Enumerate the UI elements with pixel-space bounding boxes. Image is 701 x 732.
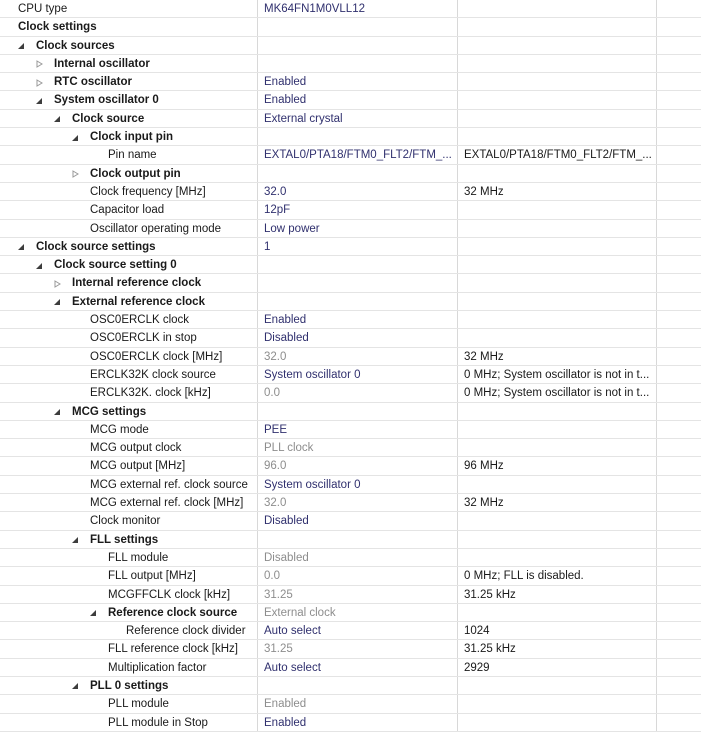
row-label-cell[interactable] [0,421,258,439]
row-detail-cell [458,37,657,55]
row-label: Clock settings [18,21,97,34]
row-value-cell[interactable]: 32.0 [258,183,458,201]
row-extra-cell [657,622,701,640]
row-label-cell[interactable] [0,128,258,146]
table-row[interactable] [0,201,701,219]
row-label-cell[interactable] [0,677,258,695]
row-label-cell[interactable] [0,640,258,658]
row-label-cell[interactable] [0,659,258,677]
row-label-cell[interactable] [0,55,258,73]
row-value-cell: 31.25 [258,640,458,658]
table-row[interactable] [0,457,701,475]
row-value-cell: 0.0 [258,567,458,585]
row-extra-cell [657,567,701,585]
row-detail-cell [458,293,657,311]
row-label-cell[interactable] [0,183,258,201]
row-label-cell[interactable] [0,384,258,402]
row-value-cell[interactable] [258,403,458,421]
row-detail-cell [458,0,657,18]
row-extra-cell [657,439,701,457]
row-detail-cell: 2929 [458,659,657,677]
row-label: PLL module [108,698,169,711]
row-detail-cell: 31.25 kHz [458,640,657,658]
row-detail-cell: 1024 [458,622,657,640]
row-value-cell[interactable]: EXTAL0/PTA18/FTM0_FLT2/FTM_... [258,146,458,164]
row-detail-cell: 32 MHz [458,183,657,201]
row-extra-cell [657,55,701,73]
row-label-cell[interactable] [0,494,258,512]
row-value-cell[interactable] [258,37,458,55]
row-detail-cell [458,512,657,530]
row-detail-cell [458,220,657,238]
row-label: ERCLK32K. clock [kHz] [90,387,211,400]
row-label-cell[interactable] [0,110,258,128]
row-value-cell[interactable]: Auto select [258,659,458,677]
row-extra-cell [657,311,701,329]
table-row[interactable] [0,384,701,402]
table-row[interactable] [0,348,701,366]
row-label: FLL module [108,551,169,564]
row-value-cell[interactable] [258,55,458,73]
table-row[interactable] [0,714,701,732]
row-label: Clock monitor [90,515,161,528]
row-value-cell[interactable] [258,18,458,36]
row-detail-cell: 0 MHz; FLL is disabled. [458,567,657,585]
row-label-cell[interactable] [0,512,258,530]
row-label: MCG external ref. clock [MHz] [90,497,244,510]
row-label-cell[interactable] [0,531,258,549]
row-label-cell[interactable] [0,293,258,311]
row-value-cell[interactable]: Enabled [258,714,458,732]
row-extra-cell [657,110,701,128]
row-detail-cell: 31.25 kHz [458,586,657,604]
row-detail-cell [458,165,657,183]
table-row[interactable] [0,640,701,658]
row-label: Multiplication factor [108,661,207,674]
row-detail-cell: 0 MHz; System oscillator is not in t... [458,384,657,402]
row-value-cell[interactable]: Disabled [258,329,458,347]
row-label: Oscillator operating mode [90,222,222,235]
row-label-cell[interactable] [0,714,258,732]
row-detail-cell [458,677,657,695]
row-label: MCGFFCLK clock [kHz] [108,588,231,601]
row-extra-cell [657,659,701,677]
row-detail-cell: 0 MHz; System oscillator is not in t... [458,366,657,384]
row-label: MCG output [MHz] [90,460,186,473]
table-row[interactable] [0,476,701,494]
row-extra-cell [657,384,701,402]
row-label: MCG mode [90,423,149,436]
row-value-cell[interactable]: MK64FN1M0VLL12 [258,0,458,18]
row-extra-cell [657,220,701,238]
row-detail-cell [458,110,657,128]
table-row[interactable] [0,531,701,549]
table-row[interactable] [0,128,701,146]
row-extra-cell [657,73,701,91]
row-detail-cell [458,274,657,292]
row-detail-cell: 32 MHz [458,494,657,512]
table-row[interactable] [0,110,701,128]
row-label: PLL 0 settings [90,679,169,692]
row-value-cell[interactable] [258,128,458,146]
row-label-cell[interactable] [0,311,258,329]
row-extra-cell [657,531,701,549]
row-detail-cell: 96 MHz [458,457,657,475]
table-row[interactable] [0,329,701,347]
table-row[interactable] [0,512,701,530]
row-extra-cell [657,37,701,55]
table-row[interactable] [0,421,701,439]
row-extra-cell [657,586,701,604]
row-label-cell[interactable] [0,37,258,55]
row-detail-cell [458,549,657,567]
row-label-cell[interactable] [0,274,258,292]
row-extra-cell [657,0,701,18]
row-label: Clock frequency [MHz] [90,185,206,198]
row-label: FLL output [MHz] [108,570,196,583]
row-label: Clock source settings [36,240,156,253]
row-detail-cell: 32 MHz [458,348,657,366]
row-detail-cell [458,714,657,732]
row-value-cell: Disabled [258,549,458,567]
row-extra-cell [657,403,701,421]
table-row[interactable] [0,220,701,238]
row-label: OSC0ERCLK clock [90,314,190,327]
row-detail-cell [458,531,657,549]
row-detail-cell [458,256,657,274]
row-value-cell[interactable] [258,531,458,549]
row-label-cell[interactable] [0,201,258,219]
table-row[interactable] [0,311,701,329]
row-label-cell[interactable] [0,256,258,274]
table-row[interactable] [0,586,701,604]
table-row[interactable] [0,659,701,677]
row-value-cell[interactable]: PEE [258,421,458,439]
row-value-cell[interactable] [258,274,458,292]
row-extra-cell [657,128,701,146]
table-row[interactable] [0,293,701,311]
row-label-cell[interactable] [0,622,258,640]
row-detail-cell [458,403,657,421]
table-row[interactable] [0,183,701,201]
row-extra-cell [657,457,701,475]
row-label: CPU type [18,3,68,15]
row-detail-cell [458,604,657,622]
table-row[interactable] [0,0,701,18]
row-extra-cell [657,183,701,201]
row-label-cell[interactable] [0,457,258,475]
row-value-cell[interactable]: Auto select [258,622,458,640]
row-value-cell[interactable] [258,293,458,311]
table-row[interactable] [0,494,701,512]
row-label: Reference clock divider [126,625,246,638]
table-row[interactable] [0,695,701,713]
row-label-cell[interactable] [0,695,258,713]
row-label: OSC0ERCLK clock [MHz] [90,350,223,363]
row-extra-cell [657,677,701,695]
row-label: PLL module in Stop [108,716,208,729]
table-row[interactable] [0,18,701,36]
row-extra-cell [657,329,701,347]
row-value-cell[interactable]: Enabled [258,311,458,329]
row-extra-cell [657,421,701,439]
table-row[interactable] [0,165,701,183]
table-row[interactable] [0,256,701,274]
row-detail-cell [458,91,657,109]
row-value-cell[interactable]: 1 [258,238,458,256]
row-label: Internal oscillator [54,57,150,70]
row-extra-cell [657,714,701,732]
row-label: MCG settings [72,405,147,418]
row-value-cell: External clock [258,604,458,622]
table-row[interactable] [0,403,701,421]
row-extra-cell [657,256,701,274]
row-value-cell[interactable]: System oscillator 0 [258,476,458,494]
row-detail-cell [458,476,657,494]
row-extra-cell [657,293,701,311]
row-label-cell[interactable] [0,439,258,457]
table-row[interactable] [0,567,701,585]
row-value-cell[interactable]: Disabled [258,512,458,530]
row-label: Clock input pin [90,131,174,144]
row-detail-cell [458,201,657,219]
table-row[interactable] [0,55,701,73]
table-row[interactable] [0,677,701,695]
row-label-cell[interactable] [0,165,258,183]
row-value-cell[interactable]: Enabled [258,73,458,91]
table-row[interactable] [0,238,701,256]
row-value-cell: Enabled [258,695,458,713]
row-label-cell[interactable] [0,348,258,366]
row-extra-cell [657,640,701,658]
row-label: FLL settings [90,533,159,546]
row-label-cell[interactable] [0,604,258,622]
row-label-cell[interactable] [0,220,258,238]
row-label: External reference clock [72,295,205,308]
row-value-cell: 96.0 [258,457,458,475]
row-extra-cell [657,91,701,109]
row-detail-cell [458,238,657,256]
row-detail-cell [458,55,657,73]
row-label-cell[interactable] [0,567,258,585]
row-extra-cell [657,604,701,622]
row-extra-cell [657,18,701,36]
row-detail-cell [458,128,657,146]
row-label-cell[interactable] [0,18,258,36]
row-label: System oscillator 0 [54,94,159,107]
row-detail-cell [458,73,657,91]
row-value-cell[interactable]: Low power [258,220,458,238]
row-extra-cell [657,146,701,164]
row-label-cell[interactable] [0,586,258,604]
row-value-cell[interactable] [258,256,458,274]
row-label-cell[interactable] [0,476,258,494]
row-detail-cell [458,311,657,329]
row-label-cell[interactable] [0,146,258,164]
table-row[interactable] [0,622,701,640]
row-label-cell[interactable] [0,329,258,347]
row-detail-cell [458,329,657,347]
row-label: Clock source [72,112,145,125]
row-extra-cell [657,274,701,292]
row-label-cell[interactable] [0,549,258,567]
table-row[interactable] [0,73,701,91]
row-detail-cell: EXTAL0/PTA18/FTM0_FLT2/FTM_... [458,146,657,164]
row-label: RTC oscillator [54,76,132,89]
row-value-cell: 0.0 [258,384,458,402]
row-label: Clock sources [36,39,115,52]
table-row[interactable] [0,274,701,292]
row-label: ERCLK32K clock source [90,368,216,381]
row-value-cell[interactable]: Enabled [258,91,458,109]
row-label-cell[interactable] [0,91,258,109]
row-extra-cell [657,201,701,219]
row-extra-cell [657,549,701,567]
row-label-cell[interactable] [0,366,258,384]
row-label-cell[interactable] [0,0,258,18]
row-extra-cell [657,512,701,530]
row-label: Clock source setting 0 [54,259,177,272]
row-label: Clock output pin [90,167,181,180]
row-value-cell: 31.25 [258,586,458,604]
row-label: Internal reference clock [72,277,202,290]
table-row[interactable] [0,37,701,55]
row-extra-cell [657,348,701,366]
row-value-cell[interactable]: External crystal [258,110,458,128]
table-row[interactable] [0,146,701,164]
row-detail-cell [458,439,657,457]
row-label-cell[interactable] [0,73,258,91]
row-label: Pin name [108,149,157,162]
table-row[interactable] [0,604,701,622]
row-label: Capacitor load [90,204,165,217]
row-label: Reference clock source [108,606,238,619]
row-value-cell[interactable] [258,165,458,183]
row-label-cell[interactable] [0,403,258,421]
table-row[interactable] [0,549,701,567]
row-value-cell[interactable]: System oscillator 0 [258,366,458,384]
row-extra-cell [657,165,701,183]
row-detail-cell [458,421,657,439]
row-label-cell[interactable] [0,238,258,256]
row-value-cell: 32.0 [258,348,458,366]
row-detail-cell [458,695,657,713]
row-label: MCG output clock [90,442,182,455]
row-value-cell[interactable]: 12pF [258,201,458,219]
row-extra-cell [657,238,701,256]
row-extra-cell [657,366,701,384]
table-row[interactable] [0,91,701,109]
table-row[interactable] [0,366,701,384]
table-row[interactable] [0,439,701,457]
row-label: OSC0ERCLK in stop [90,332,197,345]
row-detail-cell [458,18,657,36]
row-extra-cell [657,695,701,713]
row-value-cell: 32.0 [258,494,458,512]
row-value-cell[interactable] [258,677,458,695]
row-extra-cell [657,494,701,512]
row-value-cell: PLL clock [258,439,458,457]
row-extra-cell [657,476,701,494]
row-label: FLL reference clock [kHz] [108,643,238,656]
row-label: MCG external ref. clock source [90,478,248,491]
